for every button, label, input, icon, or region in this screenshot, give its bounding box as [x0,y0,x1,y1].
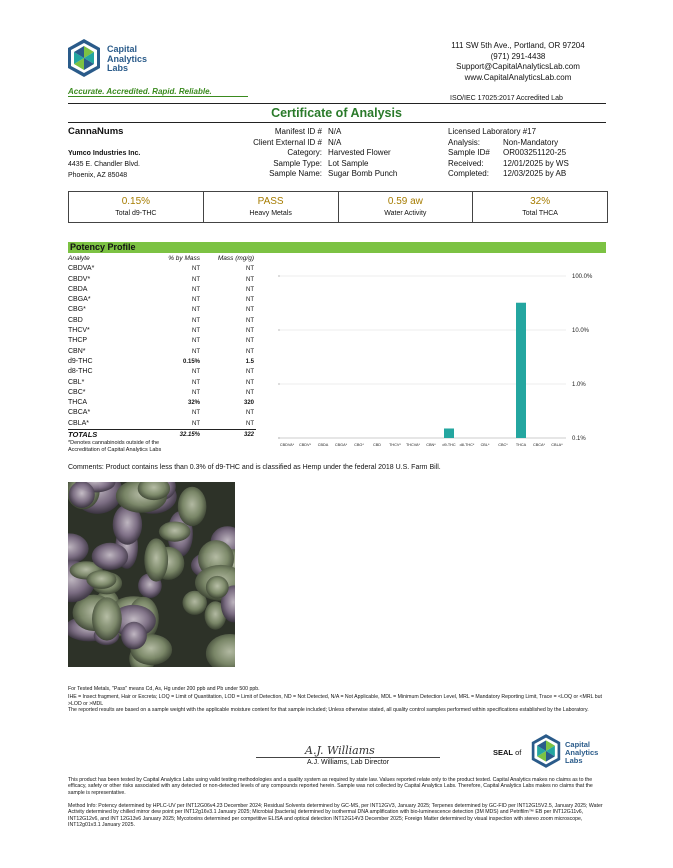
comments: Comments: Product contains less than 0.3% of d9-THC and is classified as Hemp under the federal 2018 U.S. Farm Bill. [68,464,441,471]
cell-pct: NT [192,410,200,417]
client-street: 4435 E. Chandler Blvd. [68,161,140,168]
signature-script: A.J. Williams [305,744,375,757]
bar [444,428,454,438]
lab-phone: (971) 291-4438 [490,51,546,61]
cell-mg: NT [246,369,254,376]
potency-chart [274,268,604,454]
y-tick-label: 1.0% [572,382,586,388]
totals-row [68,429,256,440]
lab-address: 111 SW 5th Ave., Portland, OR 97204 [451,41,585,50]
client-address [68,148,140,181]
totals-pct: 32.15% [179,432,200,439]
cell-pct: NT [192,379,200,386]
cell-pct: 0.15% [182,358,200,365]
cell-pct: NT [192,317,200,324]
manifest-value: Harvested Flower [328,148,391,157]
x-tick-label: d8-THC* [459,443,475,447]
cell-analyte: CBGA* [68,296,91,304]
cell-pct: NT [192,420,200,427]
x-tick-label: THCV* [389,443,401,447]
bud-shape [178,487,207,526]
lab-address-block [420,41,616,83]
potency-header: Potency Profile [68,242,606,253]
cell-mg: NT [246,276,254,283]
cell-mg: NT [246,379,254,386]
seal-of: of [515,748,522,757]
table-row [68,285,256,295]
summary-label: Total THCA [522,210,558,217]
cell-analyte: THCV* [68,327,90,335]
note-line: Accreditation of Capital Analytics Labs [68,446,162,453]
cell-mg: NT [246,297,254,304]
logo-wordmark [107,45,147,74]
lab-value: 12/01/2025 by WS [503,158,569,168]
summary-value: PASS [257,196,284,207]
col-pct: % by Mass [168,255,200,262]
note-metals: For Tested Metals, "Pass" means Cd, As, Hg under 200 ppb and Pb under 500 ppb. [68,686,260,692]
cell-pct: NT [192,297,200,304]
manifest-label: Sample Type: [273,158,322,168]
hexagon-logo-icon [66,38,102,78]
cell-analyte: CBG* [68,306,86,314]
cell-pct: NT [192,286,200,293]
x-tick-label: THCVA* [405,443,421,447]
cell-analyte: CBCA* [68,409,91,417]
summary-total-thca [473,192,607,222]
table-row [68,336,256,346]
cell-pct: NT [192,369,200,376]
notes [68,686,604,713]
x-tick-label: THCA [515,443,527,447]
cell-mg: NT [246,410,254,417]
table-row [68,264,256,274]
table-row [68,419,256,429]
bud-shape [144,538,168,581]
note-line: *Denotes cannabinoids outside of the [68,440,160,447]
totals-label: TOTALS [68,430,98,440]
logo-line-2: Analytics [107,53,148,64]
cell-mg: NT [246,266,254,273]
cell-mg: 1.5 [245,358,254,365]
bud-shape [86,570,116,589]
lab-value: OR003251120-25 [503,148,567,157]
table-row [68,388,256,398]
cell-analyte: THCP [68,337,88,345]
x-tick-label: d9-THC [442,443,456,447]
lab-email: Support@CapitalAnalyticsLab.com [456,62,580,71]
summary-value: 32% [530,196,551,207]
summary-water-activity [339,192,474,222]
manifest-value: N/A [328,137,342,147]
totals-mg: 322 [243,432,254,439]
manifest-label: Client External ID # [253,137,322,147]
bud-shape [69,482,95,508]
x-tick-label: CBDV* [298,443,312,447]
signatory-name: A.J. Williams, Lab Director [306,759,390,766]
table-row [68,326,256,336]
cell-pct: NT [192,338,200,345]
seal-line-3: Labs [565,756,583,765]
cell-analyte: CBDVA* [68,265,95,273]
y-tick-label: 10.0% [572,328,590,334]
table-row [68,316,256,326]
table-row [68,347,256,357]
x-tick-label: CBCA* [532,443,546,447]
potency-note [68,440,256,453]
bud-shape [206,576,229,599]
x-tick-label: CBD [372,443,382,447]
lab-label: Analysis: [448,137,481,147]
summary-heavy-metals [204,192,339,222]
x-tick-label: CBDVA* [279,443,295,447]
manifest-label: Manifest ID # [274,127,322,136]
cell-pct: NT [192,307,200,314]
seal-label [493,748,521,757]
summary-boxes [68,191,608,223]
lab-label: Completed: [448,169,489,178]
cell-mg: NT [246,307,254,314]
x-tick-label: CBGA* [334,443,348,447]
potency-table [68,254,256,453]
lab-label: Received: [448,158,484,168]
table-row [68,305,256,315]
seal-line-1: Capital [565,740,591,749]
cell-mg: NT [246,420,254,427]
cell-pct: NT [192,348,200,355]
x-tick-label: CBLA* [551,443,563,447]
bud-shape [121,622,147,650]
note-abbrev: IHE = Insect fragment, Hair or Excreta; LOQ = Limit of Quantitation, LOD = Limit of Detection, ND = Not Detected, N/A = Not Applicable, MDL = Minimum Detection Level, MRL = Mandatory Reporting Limit, Trace = <LOQ or <MRL but >LOD or >MDL [68,694,602,707]
cell-mg: 320 [243,400,254,407]
x-tick-label: CBL* [480,443,490,447]
bud-shape [159,522,191,542]
summary-label: Total d9-THC [115,210,157,217]
bud-shape [92,597,122,640]
seal-word: SEAL [493,748,514,757]
cell-analyte: CBLA* [68,419,90,427]
flower-photo [68,482,235,667]
disclaimer: This product has been tested by Capital Analytics Labs using valid testing methodologies and a quality system as required by state law. Values reported relate only to the product tested. Capital Analytics makes no claims as to the efficacy, safety or other risks associated with any detected or non-detected levels of any compounds reported herein. Sample was not collected by Capital Analytics Labs. Therefore, Capital Analytics Labs makes no claims that the sample is representative. [68,777,593,796]
manifest-value: N/A [328,127,342,136]
lab-license: Licensed Laboratory #17 [448,127,537,136]
x-tick-label: CBG* [354,443,364,447]
cell-mg: NT [246,286,254,293]
manifest-value: Lot Sample [328,158,369,168]
cell-analyte: d9-THC [68,357,93,365]
cell-mg: NT [246,348,254,355]
manifest-labels [228,127,322,180]
cell-pct: NT [192,328,200,335]
cell-analyte: THCA [68,399,88,407]
note-results: The reported results are based on a sample weight with the applicable moisture content for that sample included; Unless otherwise stated, all quality control samples performed within specifications established by the Laboratory. [68,706,589,713]
table-row [68,398,256,408]
cell-pct: NT [192,389,200,396]
cell-pct: 32% [187,400,200,407]
lab-value: 12/03/2025 by AB [503,169,567,178]
page-title: Certificate of Analysis [271,106,402,120]
seal-wordmark [565,741,598,765]
lab-value: Non-Mandatory [503,137,559,147]
table-row [68,408,256,418]
manifest-label: Category: [287,148,322,157]
divider [68,122,606,123]
lab-website: www.CapitalAnalyticsLab.com [464,72,572,82]
cell-analyte: CBL* [68,378,85,386]
logo-line-1: Capital [107,44,138,54]
bud-shape [92,543,128,570]
logo-line-3: Labs [107,63,129,73]
cell-mg: NT [246,328,254,335]
lab-label: Sample ID# [448,148,490,157]
table-row [68,275,256,285]
divider [68,103,606,104]
cell-mg: NT [246,389,254,396]
cell-pct: NT [192,266,200,273]
seal-line-2: Analytics [565,748,599,757]
bar [516,303,526,438]
cell-mg: NT [246,317,254,324]
accreditation: ISO/IEC 17025:2017 Accredited Lab [450,95,563,102]
col-analyte: Analyte [68,255,90,262]
manifest-values [328,127,397,180]
summary-total-d9-thc [69,192,204,222]
divider [68,96,248,97]
method-info: Method Info: Potency determined by HPLC-UV per INT12G06v4.23 December 2024; Residual Solvents determined by GC-MS, per INT12GV3, January 2025; Terpenes determined by GC-FID per INT12G15V2.5, January 2025; Water Activity determined by chilled mirror dew point per INT12g16v3.1 January 2025; Microbial (bacteria) determined by isothermal DNA amplification with bio-luminescence detection (3M MDS) and Petrifilm™ EB per INT12G11v6, INT12G12v6, and INT 12G13v6 January 2025; Mycotoxins determined per competitive ELISA and optical detection INT12G14V3 December 2025; Foreign Matter determined by visual inspection with stereo zoom microscope, INT12g01v3.1 January 2025. [68,803,603,828]
table-row [68,378,256,388]
col-mg: Mass (mg/g) [217,255,254,262]
cell-mg: NT [246,338,254,345]
summary-value: 0.15% [121,196,151,207]
summary-label: Heavy Metals [249,210,292,217]
manifest-value: Sugar Bomb Punch [328,169,398,178]
table-row [68,295,256,305]
y-tick-label: 100.0% [572,274,593,280]
client-name: CannaNums [68,126,124,137]
manifest-label: Sample Name: [269,169,322,178]
client-company: Yumco Industries Inc. [68,150,141,157]
summary-value: 0.59 aw [387,196,423,207]
cell-pct: NT [192,276,200,283]
x-tick-label: CBN* [426,443,436,447]
cell-analyte: CBD [68,316,83,324]
table-row [68,357,256,367]
lab-info [448,127,569,180]
x-tick-label: CBC* [498,443,508,447]
hexagon-seal-icon [530,733,562,769]
summary-label: Water Activity [384,210,427,217]
cell-analyte: CBC* [68,388,86,396]
cell-analyte: CBDA [68,285,88,293]
cell-analyte: d8-THC [68,368,93,376]
x-tick-label: CBDA [317,443,329,447]
cell-analyte: CBN* [68,347,86,355]
tagline: Accurate. Accredited. Rapid. Reliable. [68,87,212,96]
potency-header-row [68,254,256,264]
client-city: Phoenix, AZ 85048 [68,172,128,179]
cell-analyte: CBDV* [68,275,91,283]
table-row [68,367,256,377]
y-tick-label: 0.1% [572,436,586,442]
